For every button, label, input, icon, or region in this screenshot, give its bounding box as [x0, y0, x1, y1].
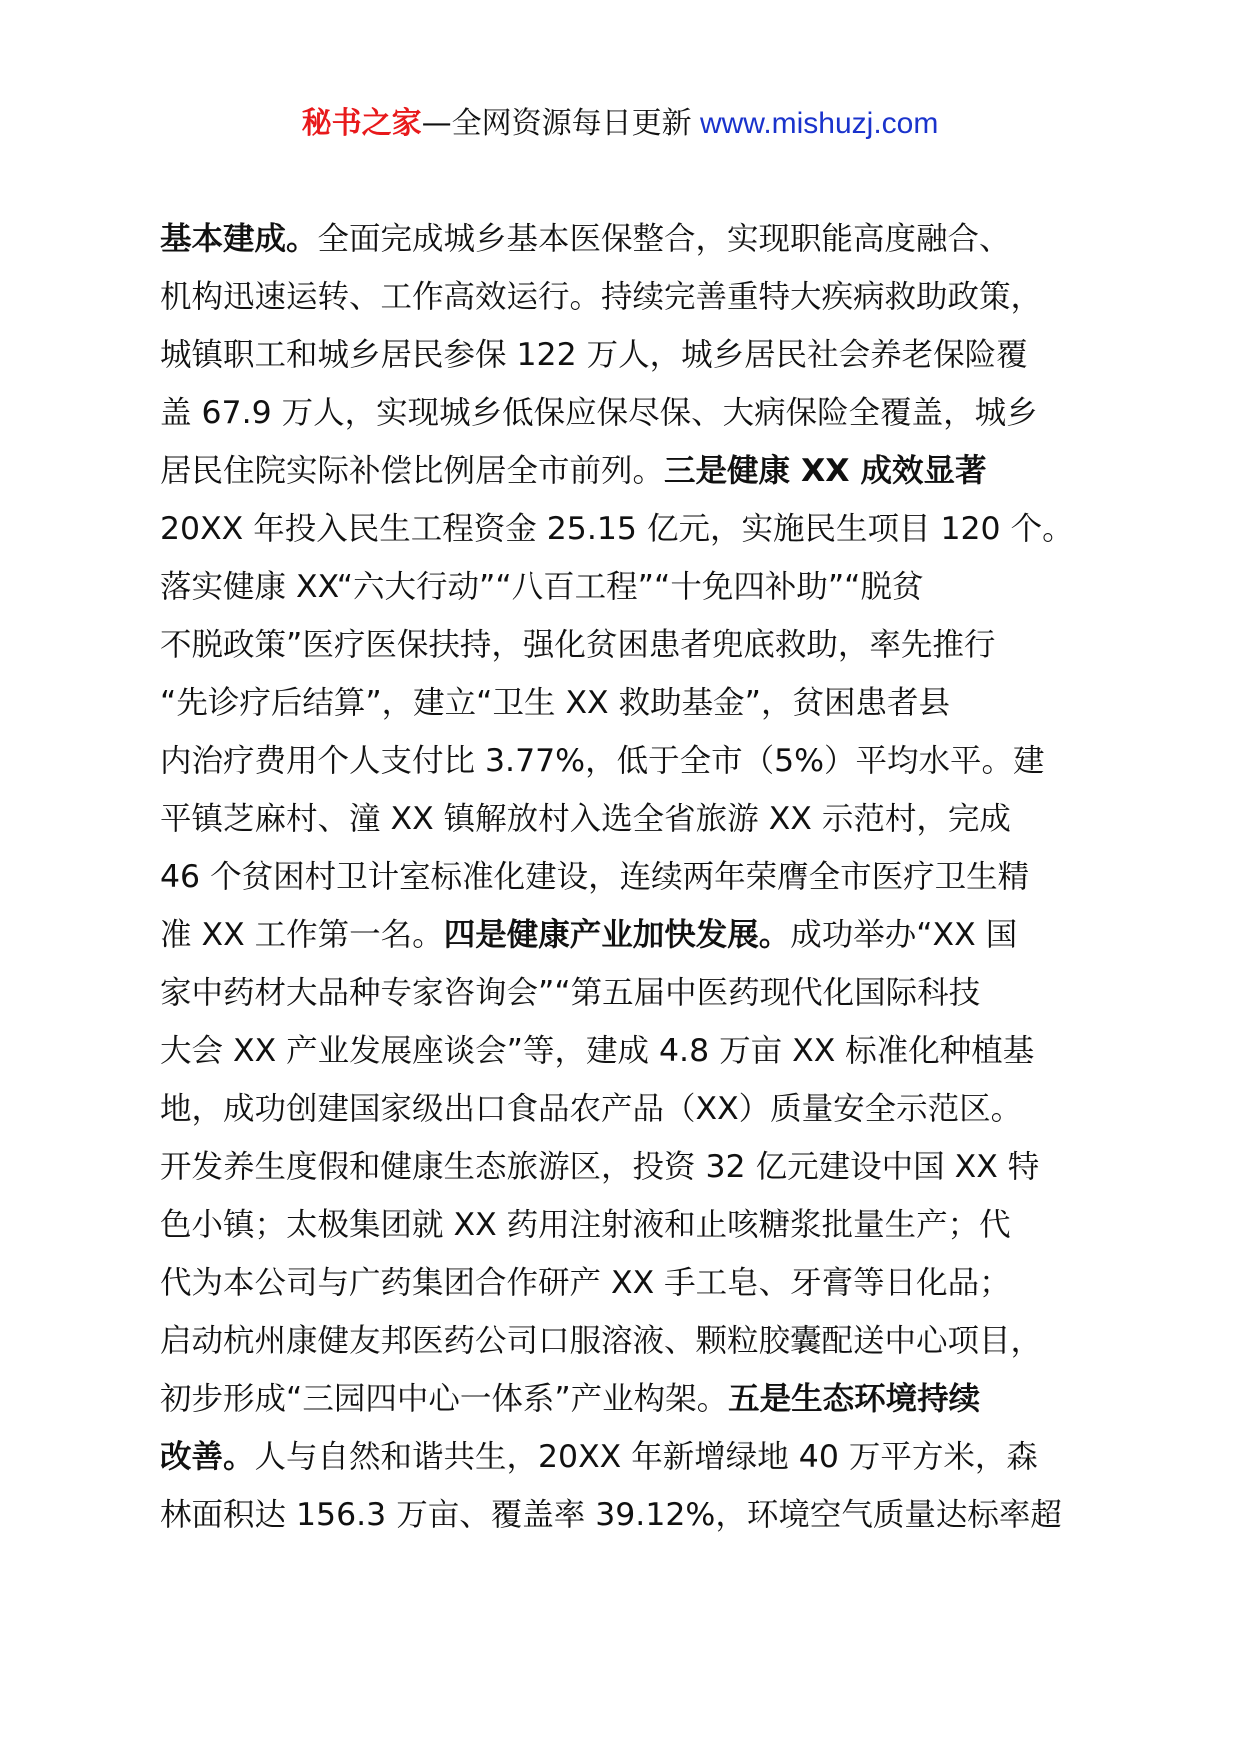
document-body: [160, 210, 1100, 1544]
text-run: 启动杭州康健友邦医药公司口服溶液、颗粒胶囊配送中心项目，: [160, 1323, 1043, 1359]
bold-heading-run: 基本建成。: [160, 221, 318, 257]
bold-heading-run: 五是生态环境持续: [728, 1381, 981, 1417]
text-run: 盖 67.9 万人，实现城乡低保应保尽保、大病保险全覆盖，城乡: [160, 395, 1038, 431]
text-run: 初步形成“三园四中心一体系”产业构架。: [160, 1381, 729, 1417]
text-run: 内治疗费用个人支付比 3.77%，低于全市（5%）平均水平。建: [160, 743, 1045, 779]
text-run: 城镇职工和城乡居民参保 122 万人，城乡居民社会养老保险覆: [160, 337, 1028, 373]
site-tagline: —全网资源每日更新: [421, 106, 692, 141]
text-run: 不脱政策”医疗医保扶持，强化贫困患者兜底救助，率先推行: [160, 627, 996, 663]
text-run: 开发养生度假和健康生态旅游区，投资 32 亿元建设中国 XX 特: [160, 1149, 1040, 1185]
paragraph-line: [160, 1370, 1100, 1428]
paragraph-line: [160, 268, 1100, 326]
paragraph-line: [160, 906, 1100, 964]
paragraph-line: [160, 674, 1100, 732]
bold-heading-run: 四是健康产业加快发展。: [443, 917, 791, 953]
text-run: 居民住院实际补偿比例居全市前列。: [160, 453, 665, 489]
paragraph-line: [160, 964, 1100, 1022]
bold-heading-run: 三是健康 XX 成效显著: [664, 453, 987, 489]
text-run: 地，成功创建国家级出口食品农产品（XX）质量安全示范区。: [160, 1091, 1023, 1127]
text-run: 大会 XX 产业发展座谈会”等，建成 4.8 万亩 XX 标准化种植基: [160, 1033, 1035, 1069]
text-run: 林面积达 156.3 万亩、覆盖率 39.12%，环境空气质量达标率超: [160, 1497, 1062, 1533]
text-run: 代为本公司与广药集团合作研产 XX 手工皂、牙膏等日化品；: [160, 1265, 1011, 1301]
page-header: [0, 104, 1240, 144]
text-run: “先诊疗后结算”，建立“卫生 XX 救助基金”，贫困患者县: [160, 685, 950, 721]
paragraph-line: [160, 616, 1100, 674]
paragraph-line: [160, 1486, 1100, 1544]
paragraph-line: [160, 1196, 1100, 1254]
text-run: 落实健康 XX“六大行动”“八百工程”“十免四补助”“脱贫: [160, 569, 924, 605]
text-run: 机构迅速运转、工作高效运行。持续完善重特大疾病救助政策，: [160, 279, 1043, 315]
paragraph-line: [160, 1254, 1100, 1312]
paragraph-line: [160, 732, 1100, 790]
paragraph-line: [160, 326, 1100, 384]
paragraph-line: [160, 558, 1100, 616]
text-run: 平镇芝麻村、潼 XX 镇解放村入选全省旅游 XX 示范村，完成: [160, 801, 1011, 837]
text-run: 人与自然和谐共生，20XX 年新增绿地 40 万平方米，森: [254, 1439, 1038, 1475]
paragraph-line: [160, 1080, 1100, 1138]
text-run: 家中药材大品种专家咨询会”“第五届中医药现代化国际科技: [160, 975, 981, 1011]
site-brand: 秘书之家: [301, 106, 422, 141]
text-run: 色小镇；太极集团就 XX 药用注射液和止咳糖浆批量生产；代: [160, 1207, 1011, 1243]
paragraph-line: [160, 442, 1100, 500]
paragraph-line: [160, 500, 1100, 558]
paragraph-line: [160, 1312, 1100, 1370]
paragraph-line: [160, 384, 1100, 442]
text-run: 成功举办“XX 国: [790, 917, 1018, 953]
text-run: 46 个贫困村卫计室标准化建设，连续两年荣膺全市医疗卫生精: [160, 859, 1030, 895]
paragraph-line: [160, 1022, 1100, 1080]
bold-heading-run: 改善。: [160, 1439, 255, 1475]
paragraph-line: [160, 790, 1100, 848]
text-run: 全面完成城乡基本医保整合，实现职能高度融合、: [317, 221, 1011, 257]
paragraph-line: [160, 848, 1100, 906]
paragraph-line: [160, 210, 1100, 268]
paragraph-line: [160, 1428, 1100, 1486]
paragraph-line: [160, 1138, 1100, 1196]
text-run: 20XX 年投入民生工程资金 25.15 亿元，实施民生项目 120 个。: [160, 511, 1074, 547]
site-url[interactable]: www.mishuzj.com: [691, 107, 939, 140]
text-run: 准 XX 工作第一名。: [160, 917, 444, 953]
